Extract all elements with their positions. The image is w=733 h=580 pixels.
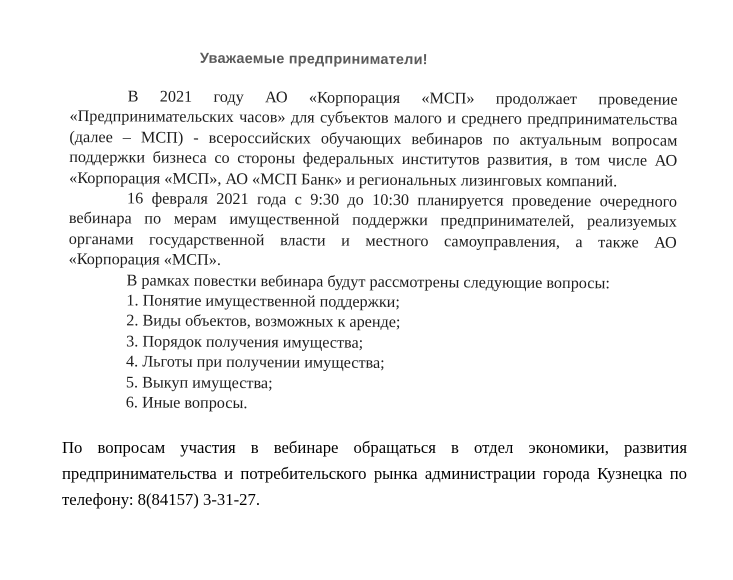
list-item: 2. Виды объектов, возможных к аренде; [126, 311, 401, 332]
list-item: 6. Иные вопросы. [125, 393, 248, 413]
paragraph-webinar-date: 16 февраля 2021 года с 9:30 до 10:30 планируется проведение очередного вебинара по мерам имущественной поддержки предпринимателей, реализуемых органами государственной власти и местного самоуправления, а также АО «Корпорация «МСП». [68, 189, 678, 270]
page-title: Уважаемые предприниматели! [199, 50, 428, 69]
document-body [68, 86, 678, 422]
paragraph-intro: В 2021 году АО «Корпорация «МСП» продолжает проведение «Предпринимательских часов» для субъектов малого и среднего предпринимательства (далее – МСП) - всероссийских обучающих вебинаров по актуальным вопросам поддержки бизнеса со стороны федеральных институтов развития, в том числе АО «Корпорация «МСП», АО «МСП Банк» и региональных лизинговых компаний. [69, 87, 678, 190]
contact-note: По вопросам участия в вебинаре обращаться в отдел экономики, развития предпринимательства и потребительского рынка администрации города Кузнецка по телефону: 8(84157) 3-31-27. [62, 438, 687, 509]
list-item: 5. Выкуп имущества; [125, 373, 273, 392]
agenda-intro: В рамках повестки вебинара будут рассмотрены следующие вопросы: [126, 271, 610, 292]
list-item: 3. Порядок получения имущества; [126, 332, 364, 352]
agenda-list [68, 290, 677, 416]
list-item: 1. Понятие имущественной поддержки; [126, 291, 400, 312]
list-item: 4. Льготы при получении имущества; [125, 352, 385, 373]
scanned-document [68, 40, 695, 429]
